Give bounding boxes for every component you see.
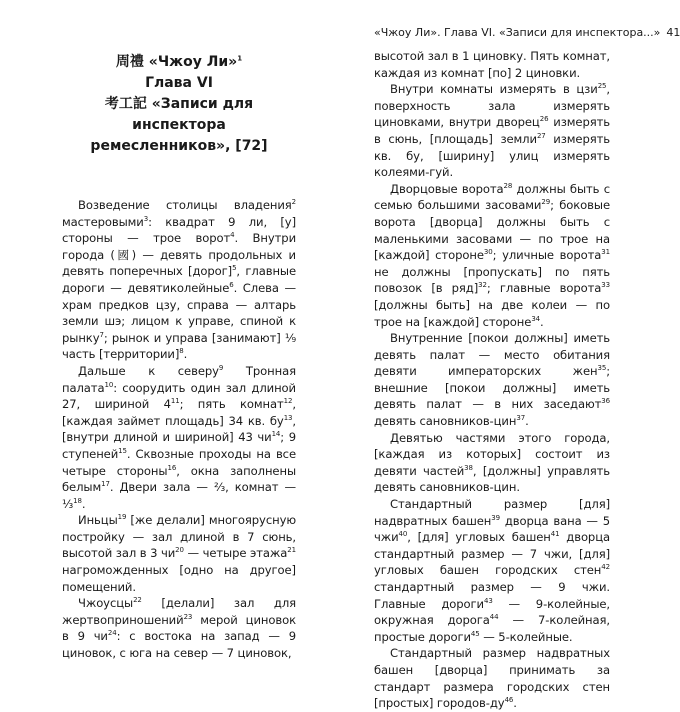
title-line-1 — [62, 52, 296, 73]
footnote-ref[interactable]: 12 — [283, 397, 293, 406]
footnote-ref[interactable]: 13 — [283, 413, 293, 422]
footnote-ref[interactable]: 44 — [489, 613, 499, 622]
footnote-ref[interactable]: 37 — [516, 414, 526, 423]
footnote-ref[interactable]: 19 — [117, 513, 127, 522]
footnote-ref[interactable]: 5 — [232, 264, 237, 273]
footnote-ref[interactable]: 26 — [539, 115, 549, 124]
title-text: «Чжоу Ли» — [148, 54, 238, 70]
paragraph: Дальше к северу$^9$ Тронная палата$^{10}$: соорудить один зал длиной 27, шириной $4^{11}$; пять комнат$^{12}$, [каждая займет площадь] 34 кв. $бу^{13}$, [внутри длиной и шириной] 43 $чи^{14}$; 9 ступеней$^{15}$. Сквозные проходы на все четыре стороны$^{16}$, окна заполнены белым$^{17}$. Двери зала — ⅔, комнат — ⅓$^{18}$. — [62, 363, 297, 511]
footnote-ref[interactable]: 46 — [504, 696, 514, 705]
paragraph: Внутри комнаты измерять в цзи$^{25}$, поверхность зала измерять циновками, внутри дворец$^{26}$ измерять в сюнь, [площадь] земли$^{27}$ измерять кв. бу, [ширину] улиц измерять колеями-гуй. — [374, 82, 610, 180]
footnote-ref[interactable]: 1 — [237, 54, 243, 63]
footnote-ref[interactable]: 42 — [601, 563, 610, 572]
footnote-ref[interactable]: 40 — [398, 530, 408, 539]
footnote-ref[interactable]: 6 — [229, 281, 234, 290]
footnote-ref[interactable]: 14 — [271, 430, 281, 439]
footnote-ref[interactable]: 21 — [287, 546, 296, 555]
footnote-ref[interactable]: 27 — [536, 132, 546, 141]
paragraph: высотой зал в 1 циновку. Пять комнат, каждая из комнат [по] 2 циновки. — [374, 49, 610, 80]
footnote-ref[interactable]: 2 — [291, 198, 296, 207]
footnote-ref[interactable]: 7 — [99, 330, 104, 339]
paragraph: Возведение столицы владения$^2$ мастеровыми$^3$: квадрат 9 ли, [у] стороны — трое ворот$^4$. Внутри города (國) — девять продольных и девять поперечных [дорог]$^5$, главные дороги — девятиколейные$^6$. Слева — храм предков цзу, справа — алтарь земли шэ; лицом к управе, спиной к рынку$^7$; рынок и управа [занимают] ⅑ часть [территории]$^8$. — [62, 198, 297, 362]
paragraph: Чжоусцы$^{22}$ [делали] зал для жертвоприношений$^{23}$ мерой циновок в 9 $чи^{24}$: с востока на запад — 9 циновок, с юга на север — 7 циновок, — [62, 596, 296, 661]
footnote-ref[interactable]: 36 — [601, 397, 610, 406]
left-page — [0, 0, 334, 661]
right-page — [334, 0, 680, 711]
right-body-text — [374, 48, 610, 712]
paragraph: Иньцы$^{19}$ [же делали] многоярусную постройку — зал длиной в 7 сюнь, высотой зал в 3 $чи^{20}$ — четыре этажа$^{21}$ нагроможденных [одно на другое] помещений. — [62, 513, 296, 594]
footnote-ref[interactable]: 31 — [601, 248, 611, 257]
footnote-ref[interactable]: 28 — [503, 181, 513, 190]
title-line-3 — [62, 94, 296, 136]
footnote-ref[interactable]: 29 — [541, 198, 551, 207]
footnote-ref[interactable]: 45 — [470, 629, 480, 638]
footnote-ref[interactable]: 23 — [183, 612, 193, 621]
footnote-ref[interactable]: 35 — [597, 364, 607, 373]
footnote-ref[interactable]: 4 — [230, 231, 235, 240]
footnote-ref[interactable]: 30 — [483, 248, 493, 257]
footnote-ref[interactable]: 43 — [483, 596, 493, 605]
footnote-ref[interactable]: 24 — [107, 629, 117, 638]
footnote-ref[interactable]: 16 — [167, 463, 177, 472]
title-cjk: 周禮 — [115, 54, 144, 70]
footnote-ref[interactable]: 38 — [464, 463, 473, 472]
footnote-ref[interactable]: 39 — [491, 513, 500, 522]
footnote-ref[interactable]: 32 — [478, 281, 487, 290]
paragraph: Стандартный размер надвратных башен [дворца] принимать за стандарт размера городских стен [простых] городов-$ду^{46}$. — [374, 646, 610, 711]
paragraph: Стандартный размер [для] надвратных башен$^{39}$ дворца вана — 5 чжи$^{40}$, [для] угловых башен$^{41}$ дворца стандартный размер — 7 чжи, [для] угловых башен городских стен$^{42}$ стандартный размер — 9 чжи. Главные дороги$^{43}$ — 9-колейные, окружная дорога$^{44}$ — 7-колейная, простые дороги$^{45}$ — 5-колейные. — [374, 497, 611, 644]
chapter-title — [62, 52, 296, 157]
title-text: «Записи для инспектора — [132, 96, 254, 133]
title-line-2: Глава VI — [145, 75, 213, 91]
footnote-ref[interactable]: 25 — [597, 82, 607, 91]
footnote-ref[interactable]: 3 — [143, 214, 149, 223]
page-number: 41 — [666, 26, 680, 39]
footnote-ref[interactable]: 10 — [104, 380, 114, 389]
footnote-ref[interactable]: 17 — [101, 480, 110, 489]
footnote-ref[interactable]: 22 — [133, 596, 142, 605]
title-cjk: 考工記 — [104, 96, 147, 112]
footnote-ref[interactable]: 34 — [531, 314, 541, 323]
footnote-ref[interactable]: 18 — [73, 496, 82, 505]
paragraph: Девятью частями этого города, [каждая из которых] состоит из девяти частей$^{38}$, [должны] управлять девять сановников-цин. — [374, 430, 610, 495]
left-body-text — [62, 197, 296, 662]
footnote-ref[interactable]: 15 — [118, 447, 127, 456]
footnote-ref[interactable]: 33 — [601, 281, 610, 290]
running-header-title: «Чжоу Ли». Глава VI. «Записи для инспектора...» — [374, 26, 661, 39]
paragraph: Внутренние [покои должны] иметь девять палат — место обитания девяти императорских жен$^{35}$; внешние [покои должны] иметь девять палат — в них заседают$^{36}$ девять сановников-цин$^{37}$. — [374, 331, 610, 429]
footnote-ref[interactable]: 20 — [175, 546, 184, 555]
paragraph: Дворцовые ворота$^{28}$ должны быть с семью большими засовами$^{29}$; боковые ворота [дворца] должны быть с маленькими засовами — по трое на [каждой] стороне$^{30}$; уличные ворота$^{31}$ не должны [пропускать] по пять повозок [в ряд]$^{32}$; главные ворота$^{33}$ [должны быть] на две колеи — по трое на [каждой] стороне$^{34}$. — [374, 181, 611, 329]
footnote-ref[interactable]: 8 — [179, 347, 184, 356]
title-line-4: ремесленников», [72] — [90, 138, 268, 154]
footnote-ref[interactable]: 9 — [218, 364, 224, 373]
footnote-ref[interactable]: 41 — [550, 530, 560, 539]
footnote-ref[interactable]: 11 — [170, 397, 180, 406]
running-header — [374, 26, 680, 39]
